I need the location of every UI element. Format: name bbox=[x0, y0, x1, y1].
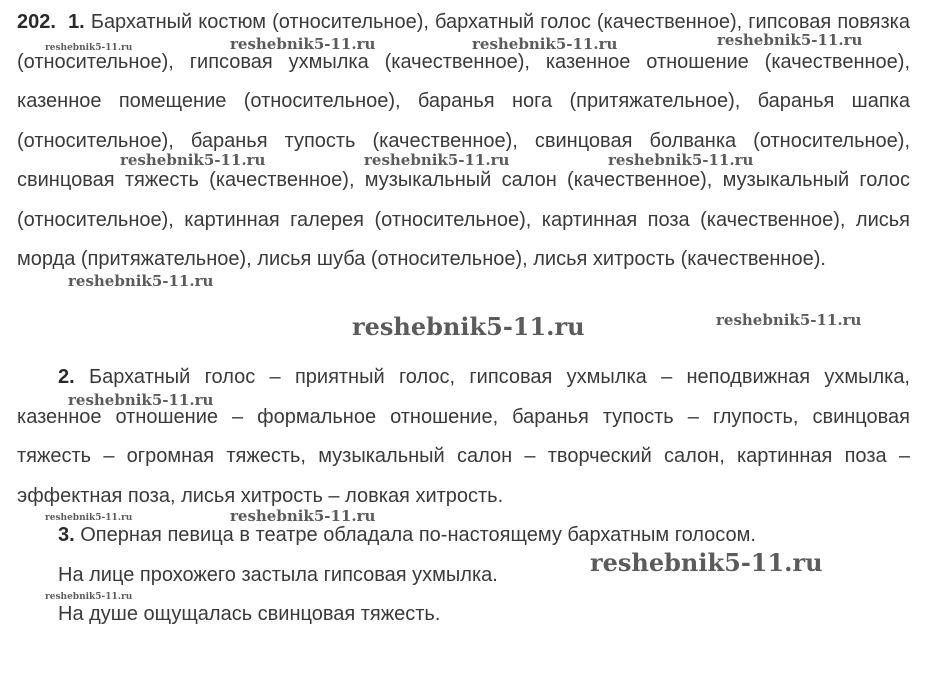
section-1-text: Бархатный костюм (относительное), бархатный голос (качественное), гипсовая повязка (относительное), гипсовая ухмылка (качественное), казенное отношение (качественное), казенное помещение (относительное), баранья нога (притяжательное), баранья шапка (относительное), баранья тупость (качественное), свинцовая болванка (относительное), свинцовая тяжесть (качественное), музыкальный салон (качественное), музыкальный голос (относительное), картинная галерея (относительное), картинная поза (качественное), лисья морда (притяжательное), лисья шуба (относительное), лисья хитрость (качественное). bbox=[17, 11, 910, 270]
watermark: reshebnik5-11.ru bbox=[230, 35, 376, 53]
section-3-label: 3. bbox=[58, 524, 75, 546]
section-2-text: Бархатный голос – приятный голос, гипсовая ухмылка – неподвижная ухмылка, казенное отношение – формальное отношение, баранья тупость – глупость, свинцовая тяжесть – огромная тяжесть, музыкальный салон – творческий салон, картинная поза – эффектная поза, лисья хитрость – ловкая хитрость. bbox=[17, 366, 910, 507]
watermark: reshebnik5-11.ru bbox=[120, 151, 266, 169]
watermark: reshebnik5-11.ru bbox=[352, 312, 585, 341]
watermark: reshebnik5-11.ru bbox=[590, 548, 823, 577]
watermark: reshebnik5-11.ru bbox=[45, 592, 133, 602]
exercise-number: 202. bbox=[17, 11, 56, 33]
section-3-sentence-1-text: Оперная певица в театре обладала по-настоящему бархатным голосом. bbox=[80, 524, 756, 546]
watermark: reshebnik5-11.ru bbox=[364, 151, 510, 169]
section-3-sentence-2: На лице прохожего застыла гипсовая ухмылка. bbox=[58, 564, 498, 586]
watermark: reshebnik5-11.ru bbox=[45, 513, 133, 523]
watermark: reshebnik5-11.ru bbox=[472, 35, 618, 53]
section-2-paragraph bbox=[17, 358, 910, 516]
watermark: reshebnik5-11.ru bbox=[68, 272, 214, 290]
section-1-label: 1. bbox=[68, 11, 85, 33]
watermark: reshebnik5-11.ru bbox=[45, 43, 133, 53]
section-3-sentence-3: На душе ощущалась свинцовая тяжесть. bbox=[58, 603, 441, 625]
watermark: reshebnik5-11.ru bbox=[68, 391, 214, 409]
watermark: reshebnik5-11.ru bbox=[717, 31, 863, 49]
watermark: reshebnik5-11.ru bbox=[230, 507, 376, 525]
section-2-label: 2. bbox=[58, 366, 75, 388]
watermark: reshebnik5-11.ru bbox=[716, 311, 862, 329]
watermark: reshebnik5-11.ru bbox=[608, 151, 754, 169]
